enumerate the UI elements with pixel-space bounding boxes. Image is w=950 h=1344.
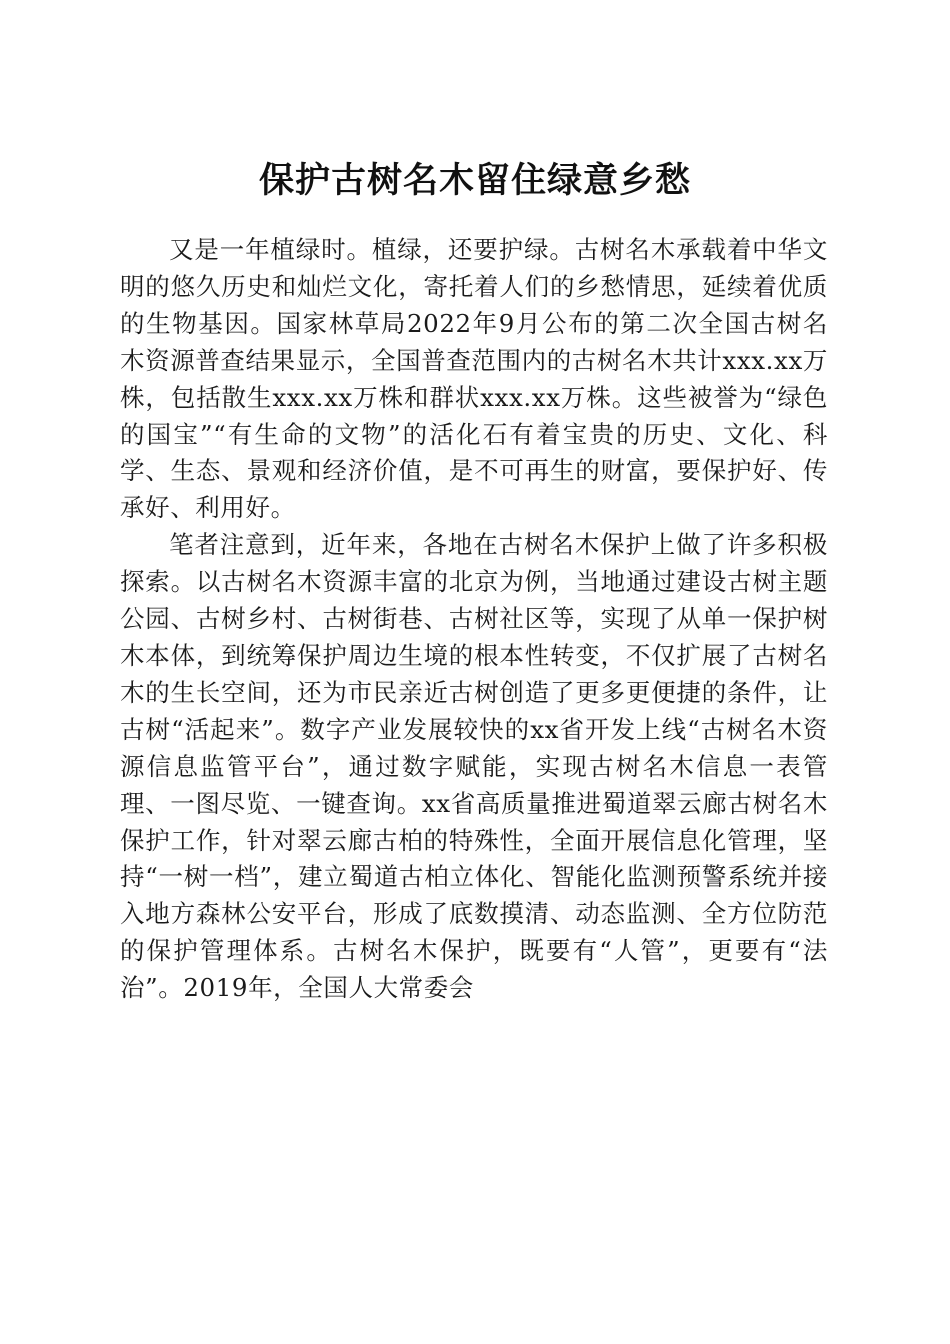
paragraph: 笔者注意到，近年来，各地在古树名木保护上做了许多积极探索。以古树名木资源丰富的北京为例，当地通过建设古树主题公园、古树乡村、古树街巷、古树社区等，实现了从单一保护树木本体，到统筹保护周边生境的根本性转变，不仅扩展了古树名木的生长空间，还为市民亲近古树创造了更多更便捷的条件，让古树“活起来”。数字产业发展较快的xx省开发上线“古树名木资源信息监管平台”，通过数字赋能，实现古树名木信息一表管理、一图尽览、一键查询。xx省高质量推进蜀道翠云廊古树名木保护工作，针对翠云廊古柏的特殊性，全面开展信息化管理，坚持“一树一档”，建立蜀道古柏立体化、智能化监测预警系统并接入地方森林公安平台，形成了底数摸清、动态监测、全方位防范的保护管理体系。古树名木保护，既要有“人管”，更要有“法治”。2019年，全国人大常委会 xyxy=(120,530,828,1003)
document-body xyxy=(120,232,828,1007)
document-title: 保护古树名木留住绿意乡愁 xyxy=(258,160,691,202)
paragraph: 又是一年植绿时。植绿，还要护绿。古树名木承载着中华文明的悠久历史和灿烂文化，寄托着人们的乡愁情思，延续着优质的生物基因。国家林草局2022年9月公布的第二次全国古树名木资源普查结果显示，全国普查范围内的古树名木共计xxx.xx万株，包括散生xxx.xx万株和群状xxx.xx万株。这些被誉为“绿色的国宝”“有生命的文物”的活化石有着宝贵的历史、文化、科学、生态、景观和经济价值，是不可再生的财富，要保护好、传承好、利用好。 xyxy=(120,235,828,523)
